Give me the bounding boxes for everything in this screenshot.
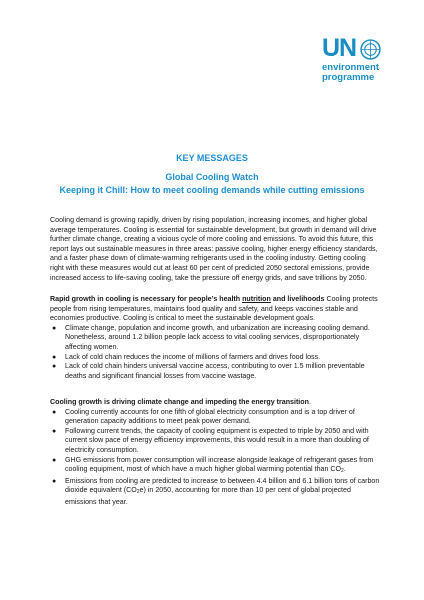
un-emblem-icon: [360, 39, 381, 60]
section-climate-energy: [50, 398, 380, 508]
logo-line-programme: programme: [322, 72, 375, 83]
bullet-icon: ●: [52, 353, 57, 361]
list-item: ● Cooling currently accounts for one fifth of global electricity consumption and is a top driver of generation capacity additions to meet peak power demand.: [52, 407, 355, 426]
section1-paragraph: [50, 295, 380, 324]
logo-line-environment: environment: [322, 62, 380, 73]
list-item: ● Emissions from cooling are predicted to increase to between 4.4 billion and 6.1 billion tons of carbon dioxide equivalent $(CO_2e)$ in 2050, accounting for more than 10 per cent of global projected emissions that year.: [52, 476, 380, 506]
section-health-nutrition: [50, 295, 380, 381]
bullet-icon: ●: [52, 408, 57, 416]
list-item: ● GHG emissions from power consumption will increase alongside leakage of refrigerant gases from cooling equipment, most of which have a much higher global warming potential than $CO_2$.: [52, 455, 374, 475]
list-item: ● Following current trends, the capacity of cooling equipment is expected to triple by 2050 and with current slow pace of energy efficiency improvements, this would result in a more than doubling of electricity consumption.: [52, 426, 369, 454]
report-subtitle: Keeping it Chill: How to meet cooling demands while cutting emissions: [59, 185, 365, 195]
section1-body: Cooling protects people from rising temperatures, maintains food quality and safety, and keeps vaccines stable and economies productive. Cooling is critical to meet the sustainable development goals.: [50, 295, 378, 323]
logo-un-text: UN: [322, 34, 357, 62]
section2-paragraph: Cooling growth is driving climate change and impeding the energy transition.: [50, 398, 311, 406]
section1-lead-underlined: nutrition: [242, 295, 271, 303]
key-messages-heading: KEY MESSAGES: [176, 153, 248, 163]
unep-logo: [322, 36, 392, 86]
section2-bullets: [50, 408, 380, 508]
section1-lead: Rapid growth in cooling is necessary for people’s health nutrition and livelihoods: [50, 295, 325, 303]
list-item: ● Climate change, population and income growth, and urbanization are increasing cooling demand. Nonetheless, around 1.2 billion people lack access to vital cooling services, disproportionately affecting women.: [52, 323, 370, 351]
list-item: ● Lack of cold chain reduces the income of millions of farmers and drives food loss.: [52, 352, 321, 361]
bullet-icon: ●: [52, 477, 57, 485]
bullet-icon: ●: [52, 427, 57, 435]
bullet-icon: ●: [52, 324, 57, 332]
list-item: ● Lack of cold chain hinders universal vaccine access, contributing to over 1.5 million preventable deaths and significant financial losses from vaccine wastage.: [52, 362, 365, 380]
report-title: Global Cooling Watch: [165, 172, 259, 182]
bullet-icon: ●: [52, 456, 57, 464]
bullet-icon: ●: [52, 363, 57, 371]
section2-lead: Cooling growth is driving climate change and impeding the energy transition: [50, 398, 309, 406]
section1-bullets: [50, 324, 380, 382]
intro-paragraph: Cooling demand is growing rapidly, driven by rising population, increasing incomes, and higher global average temperatures. Cooling is essential for sustainable development, but growth in demand will drive further climate change, creating a vicious cycle of more cooling and emissions. To avoid this future, this report lays out sustainable measures in three areas: passive cooling, higher energy efficiency standards, and a faster phase down of climate-warming refrigerants used in the cooling industry. Getting cooling right with these measures would cut at least 60 per cent of predicted 2050 sectoral emissions, provide increased access to life-saving cooling, take the pressure off energy grids, and save trillions by 2050.: [50, 216, 378, 282]
